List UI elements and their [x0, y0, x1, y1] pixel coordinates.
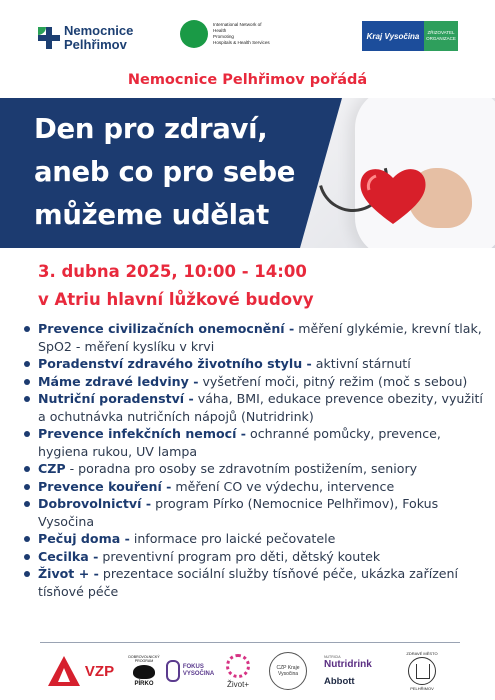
program-item-name: Prevence civilizačních onemocnění -	[38, 321, 295, 336]
zivot-plus-logo	[218, 648, 258, 694]
hospital-cross-icon	[38, 27, 60, 49]
program-item-desc: aktivní stárnutí	[311, 356, 411, 371]
vzp-triangle-icon	[48, 656, 80, 686]
program-list	[22, 320, 492, 600]
town-text: PELHŘIMOV	[410, 686, 434, 691]
program-item	[22, 478, 492, 496]
program-item-name: Prevence infekčních nemocí -	[38, 426, 247, 441]
program-item-name: Poradenství zdravého životního stylu -	[38, 356, 312, 371]
nutridrink-abbott-logos	[324, 648, 386, 694]
kraj-vysocina-logo	[362, 21, 458, 51]
hph-line: International Network of	[213, 22, 262, 27]
program-item	[22, 495, 492, 530]
kraj-name: Kraj Vysočina	[362, 21, 424, 51]
event-title	[34, 108, 295, 237]
header-logos	[0, 0, 495, 62]
town-arc-text: ZDRAVÉ MĚSTO	[406, 651, 438, 656]
program-item-name: Život + -	[38, 566, 99, 581]
fokus-icon	[166, 660, 180, 682]
hph-line: Promoting	[213, 34, 234, 39]
program-item-desc: prezentace sociální služby tísňové péče, ukázka zařízení tísňové péče	[38, 566, 459, 599]
bird-icon	[133, 665, 155, 679]
abbott-text: Abbott	[324, 676, 355, 687]
program-item	[22, 548, 492, 566]
program-item-desc: preventivní program pro děti, dětský koutek	[98, 548, 381, 564]
hospital-logo	[38, 24, 133, 52]
program-item-desc: ochranné pomůcky, prevence, hygiena rukou, UV lampa	[38, 426, 441, 459]
event-title-line: můžeme udělat	[34, 199, 269, 231]
czp-logo	[266, 648, 310, 694]
program-item	[22, 425, 492, 460]
program-item-name: Dobrovolnictví -	[38, 496, 152, 511]
program-item-name: Máme zdravé ledviny -	[38, 373, 199, 389]
hph-circle-icon	[180, 20, 208, 48]
program-item-name: CZP	[38, 461, 66, 476]
program-item-desc: informace pro laické pečovatele	[129, 531, 336, 546]
program-item-desc: program Pírko (Nemocnice Pelhřimov), Fokus Vysočina	[38, 496, 439, 529]
nutridrink-text: Nutridrink	[324, 659, 372, 670]
heart-icon	[358, 164, 428, 226]
pirko-text: PÍRKO	[134, 681, 154, 687]
hospital-logo-name: Nemocnice	[64, 23, 134, 38]
program-item-desc: váha, BMI, edukace prevence obezity, využití a ochutnávka nutričních nápojů (Nutridrink)	[38, 391, 483, 424]
hph-network-logo	[180, 20, 270, 48]
organizer-line: Nemocnice Pelhřimov pořádá	[127, 72, 368, 88]
program-item	[22, 565, 492, 600]
kraj-badge: ZŘIZOVATEL ORGANIZACE	[424, 21, 458, 51]
czp-text: CZP Kraje Vysočina	[269, 652, 307, 690]
event-title-line: aneb co pro sebe	[34, 156, 296, 188]
hph-line: Hospitals & Health Services	[213, 40, 270, 45]
program-item-desc: měření CO ve výdechu, intervence	[171, 478, 395, 494]
title-banner	[0, 98, 495, 248]
town-seal-icon	[408, 657, 436, 685]
zivot-text: Život+	[226, 679, 249, 689]
footer-divider	[40, 642, 460, 643]
hph-line: Health	[213, 28, 227, 33]
program-item-desc: vyšetření moči, pitný režim (moč s sebou)	[198, 373, 468, 389]
program-item-name: Pečuj doma -	[38, 531, 130, 546]
program-item-name: Nutriční poradenství -	[38, 391, 194, 406]
fokus-logo	[164, 648, 216, 694]
event-place: v Atriu hlavní lůžkové budovy	[38, 290, 314, 309]
program-item	[22, 373, 492, 391]
program-item	[22, 355, 492, 373]
program-item-desc: - poradna pro osoby se zdravotním postižením, seniory	[65, 461, 418, 476]
pirko-small-text: DOBROVOLNICKÝ PROGRAM	[128, 655, 160, 663]
program-item	[22, 530, 492, 548]
program-item-desc: měření glykémie, krevní tlak, SpO2 - měření kyslíku v krvi	[38, 321, 482, 354]
vzp-text: VZP	[84, 662, 115, 680]
program-item	[22, 390, 492, 425]
sparkle-icon	[226, 654, 250, 678]
partner-logos	[0, 648, 495, 700]
program-item-name: Cecilka -	[38, 548, 99, 564]
hospital-logo-city: Pelhřimov	[64, 37, 127, 52]
program-item	[22, 320, 492, 355]
program-item-name: Prevence kouření -	[38, 478, 172, 494]
nutricia-text: NUTRICIA	[324, 655, 341, 659]
event-date-time: 3. dubna 2025, 10:00 - 14:00	[38, 262, 307, 281]
pirko-logo	[126, 648, 162, 694]
healthy-town-logo	[400, 648, 444, 694]
fokus-text-2: VYSOČINA	[182, 671, 215, 677]
program-item	[22, 460, 492, 478]
event-title-line: Den pro zdraví,	[34, 113, 268, 145]
fokus-text: FOKUS	[182, 664, 204, 670]
vzp-logo	[40, 648, 122, 694]
